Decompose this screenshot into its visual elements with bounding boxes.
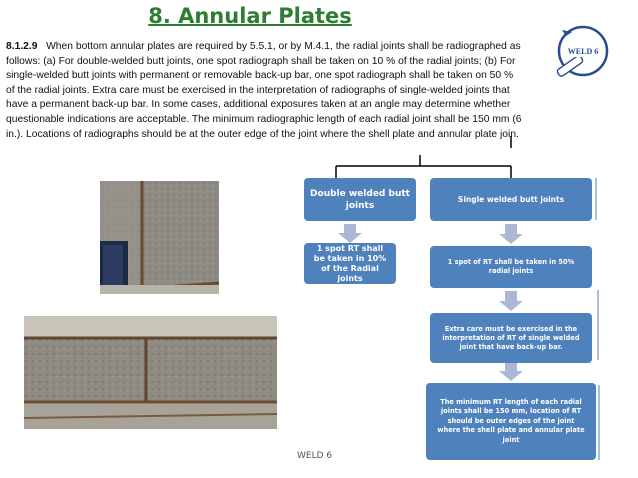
clause-number: 8.1.2.9 bbox=[6, 41, 38, 52]
clause-text: When bottom annular plates are required by 5.5.1, or by M.4.1, the radial joints shall be radiographed as follows: (a) For double-welded butt joints, one spot radiograph shall be taken on 10 % of the radial joints; (b) For single-welded butt joints with permanent or removable back-up bar, one spot radiograph shall be taken on 50 % of the radial joints. Extra care must be exercised in the interpretation of radiographs of single-welded joints that have a permanent back-up bar. In some cases, additional exposures taken at an angle may determine whether questionable indications are acceptable. The minimum radiographic length of each radial joint shall be 150 mm (6 in.). Locations of radiographs should be at the outer edge of the joint where the shell plate and annular plate join. bbox=[6, 41, 522, 140]
double-rt-box: 1 spot RT shall be taken in 10% of the Radial joints bbox=[304, 243, 396, 284]
page-title: 8. Annular Plates bbox=[148, 4, 352, 28]
arrow-down-icon bbox=[499, 224, 523, 244]
arrow-down-icon bbox=[499, 363, 523, 381]
single-welded-box: Single welded butt joints bbox=[430, 178, 592, 221]
double-welded-box: Double welded butt joints bbox=[304, 178, 416, 221]
single-care-box: Extra care must be exercised in the interpretation of RT of single welded joint that have back-up bar. bbox=[430, 313, 592, 363]
single-rt-box: 1 spot of RT shall be taken in 50% radial joints bbox=[430, 246, 592, 288]
footer-label: WELD 6 bbox=[297, 451, 333, 461]
single-min-length-box: The minimum RT length of each radial joints shall be 150 mm, location of RT should be outer edges of the joint where the shell plate and annular plate joint bbox=[426, 383, 596, 460]
arrow-down-icon bbox=[499, 291, 523, 311]
arrow-down-icon bbox=[338, 224, 362, 243]
logo-text: WELD 6 bbox=[567, 47, 599, 56]
